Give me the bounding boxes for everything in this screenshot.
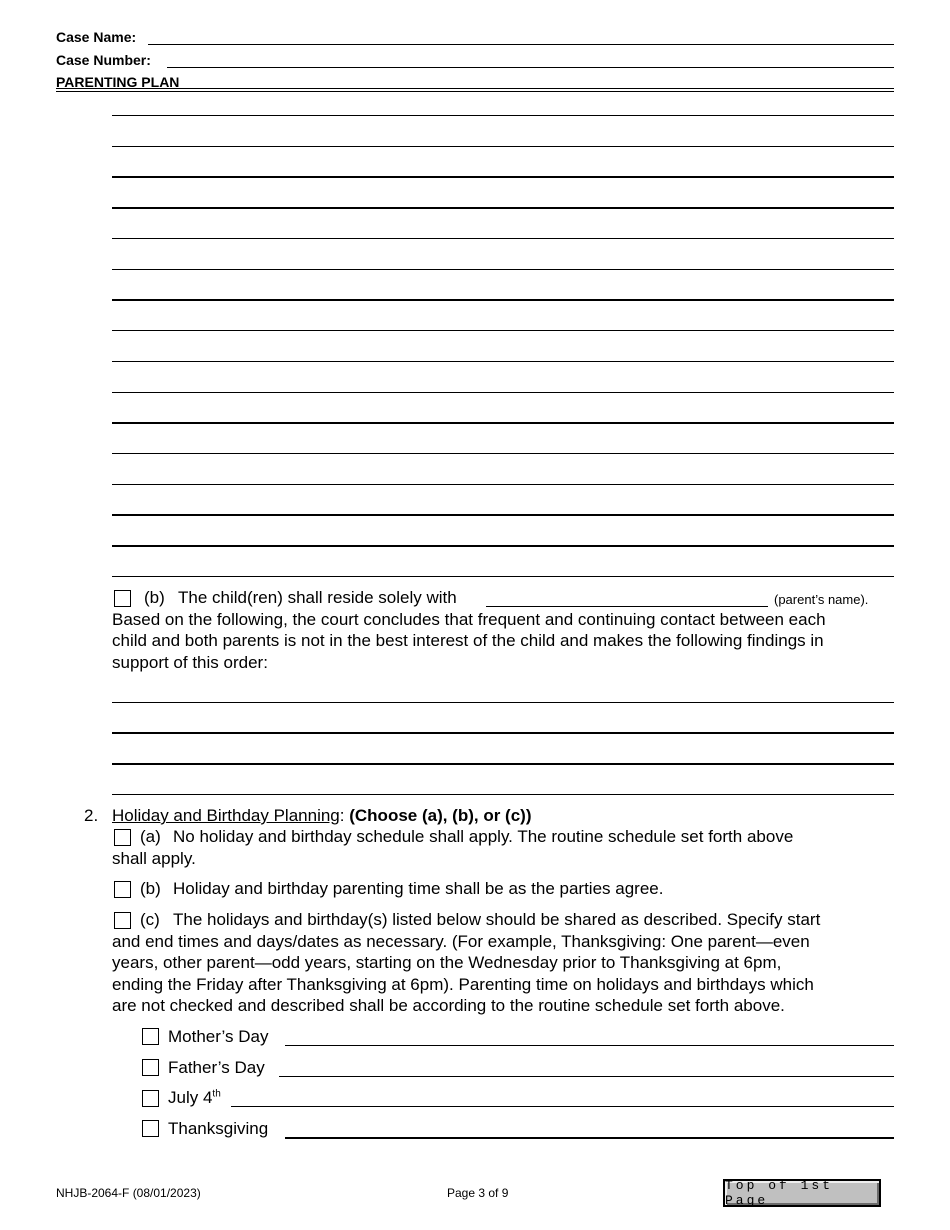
no-holiday-schedule-checkbox[interactable] bbox=[114, 829, 131, 846]
top-of-first-page-button[interactable]: Top of 1st Page bbox=[723, 1179, 881, 1207]
option-b2-label: (b) bbox=[140, 879, 161, 898]
option-b2-text: Holiday and birthday parenting time shall be as the parties agree. bbox=[173, 879, 664, 898]
case-name-label: Case Name: bbox=[56, 29, 137, 45]
section-title: Holiday and Birthday Planning bbox=[112, 806, 340, 825]
sole-residence-checkbox[interactable] bbox=[114, 590, 131, 607]
section-heading bbox=[112, 805, 532, 827]
ruled-line[interactable] bbox=[112, 238, 894, 239]
case-number-label: Case Number: bbox=[56, 52, 151, 68]
header-divider-bottom bbox=[56, 91, 894, 92]
shared-holidays-checkbox[interactable] bbox=[114, 912, 131, 929]
ruled-line[interactable] bbox=[112, 269, 894, 270]
parent-name-hint: (parent’s name). bbox=[774, 592, 869, 607]
july-4th-field[interactable] bbox=[231, 1106, 894, 1107]
ruled-line[interactable] bbox=[112, 392, 894, 393]
option-a-text: No holiday and birthday schedule shall apply. The routine schedule set forth above bbox=[173, 827, 794, 846]
thanksgiving-checkbox[interactable] bbox=[142, 1120, 159, 1137]
section-number: 2. bbox=[84, 806, 99, 825]
parties-agree-checkbox[interactable] bbox=[114, 881, 131, 898]
ruled-line[interactable] bbox=[112, 732, 894, 734]
option-c-label: (c) bbox=[140, 910, 160, 929]
option-c-text-cont: and end times and days/dates as necessary. (For example, Thanksgiving: One parent—even bbox=[112, 932, 810, 951]
option-a-text-cont: shall apply. bbox=[112, 849, 196, 868]
header-divider-top bbox=[56, 88, 894, 89]
case-name-field[interactable] bbox=[148, 44, 894, 45]
section-title-colon: : bbox=[339, 806, 345, 825]
ruled-line[interactable] bbox=[112, 514, 894, 516]
mothers-day-field[interactable] bbox=[285, 1045, 894, 1046]
ruled-line[interactable] bbox=[112, 484, 894, 485]
ruled-line[interactable] bbox=[112, 794, 894, 795]
page-number: Page 3 of 9 bbox=[447, 1186, 509, 1200]
fathers-day-label: Father’s Day bbox=[168, 1058, 265, 1077]
thanksgiving-label: Thanksgiving bbox=[168, 1119, 269, 1138]
july-4th-label-text: July 4 bbox=[168, 1088, 213, 1107]
mothers-day-checkbox[interactable] bbox=[142, 1028, 159, 1045]
option-a-label: (a) bbox=[140, 827, 161, 846]
option-c-text-cont: ending the Friday after Thanksgiving at 6pm). Parenting time on holidays and birthdays which bbox=[112, 975, 814, 994]
mothers-day-label: Mother’s Day bbox=[168, 1027, 269, 1046]
ruled-line[interactable] bbox=[112, 176, 894, 178]
form-id: NHJB-2064-F (08/01/2023) bbox=[56, 1186, 201, 1200]
ruled-line[interactable] bbox=[112, 330, 894, 331]
ruled-line[interactable] bbox=[112, 115, 894, 116]
option-b-label: (b) bbox=[144, 588, 165, 607]
ruled-line[interactable] bbox=[112, 361, 894, 362]
parent-name-field[interactable] bbox=[486, 606, 768, 607]
ruled-line[interactable] bbox=[112, 422, 894, 424]
ruled-line[interactable] bbox=[112, 207, 894, 209]
ruled-line[interactable] bbox=[112, 763, 894, 765]
ruled-line[interactable] bbox=[112, 576, 894, 577]
ruled-line[interactable] bbox=[112, 453, 894, 454]
fathers-day-field[interactable] bbox=[279, 1076, 894, 1077]
fathers-day-checkbox[interactable] bbox=[142, 1059, 159, 1076]
option-c-text: The holidays and birthday(s) listed below should be shared as described. Specify start bbox=[173, 910, 821, 929]
ruled-line[interactable] bbox=[112, 146, 894, 147]
findings-paragraph-line: child and both parents is not in the best interest of the child and makes the following findings in bbox=[112, 631, 824, 650]
july-4th-suffix: th bbox=[212, 1088, 221, 1100]
form-title: PARENTING PLAN bbox=[56, 74, 180, 90]
july-4th-label bbox=[168, 1087, 221, 1109]
findings-paragraph-line: support of this order: bbox=[112, 653, 268, 672]
ruled-line[interactable] bbox=[112, 299, 894, 301]
ruled-line[interactable] bbox=[112, 702, 894, 703]
section-instruction: (Choose (a), (b), or (c)) bbox=[349, 806, 532, 825]
case-number-field[interactable] bbox=[167, 67, 894, 68]
findings-paragraph-line: Based on the following, the court concludes that frequent and continuing contact between each bbox=[112, 610, 826, 629]
option-c-text-cont: years, other parent—odd years, starting on the Wednesday prior to Thanksgiving at 6pm, bbox=[112, 953, 782, 972]
thanksgiving-field[interactable] bbox=[285, 1137, 894, 1139]
ruled-line[interactable] bbox=[112, 545, 894, 547]
july-4th-checkbox[interactable] bbox=[142, 1090, 159, 1107]
sole-residence-text: The child(ren) shall reside solely with bbox=[178, 588, 457, 607]
option-c-text-cont: are not checked and described shall be according to the routine schedule set forth above. bbox=[112, 996, 785, 1015]
